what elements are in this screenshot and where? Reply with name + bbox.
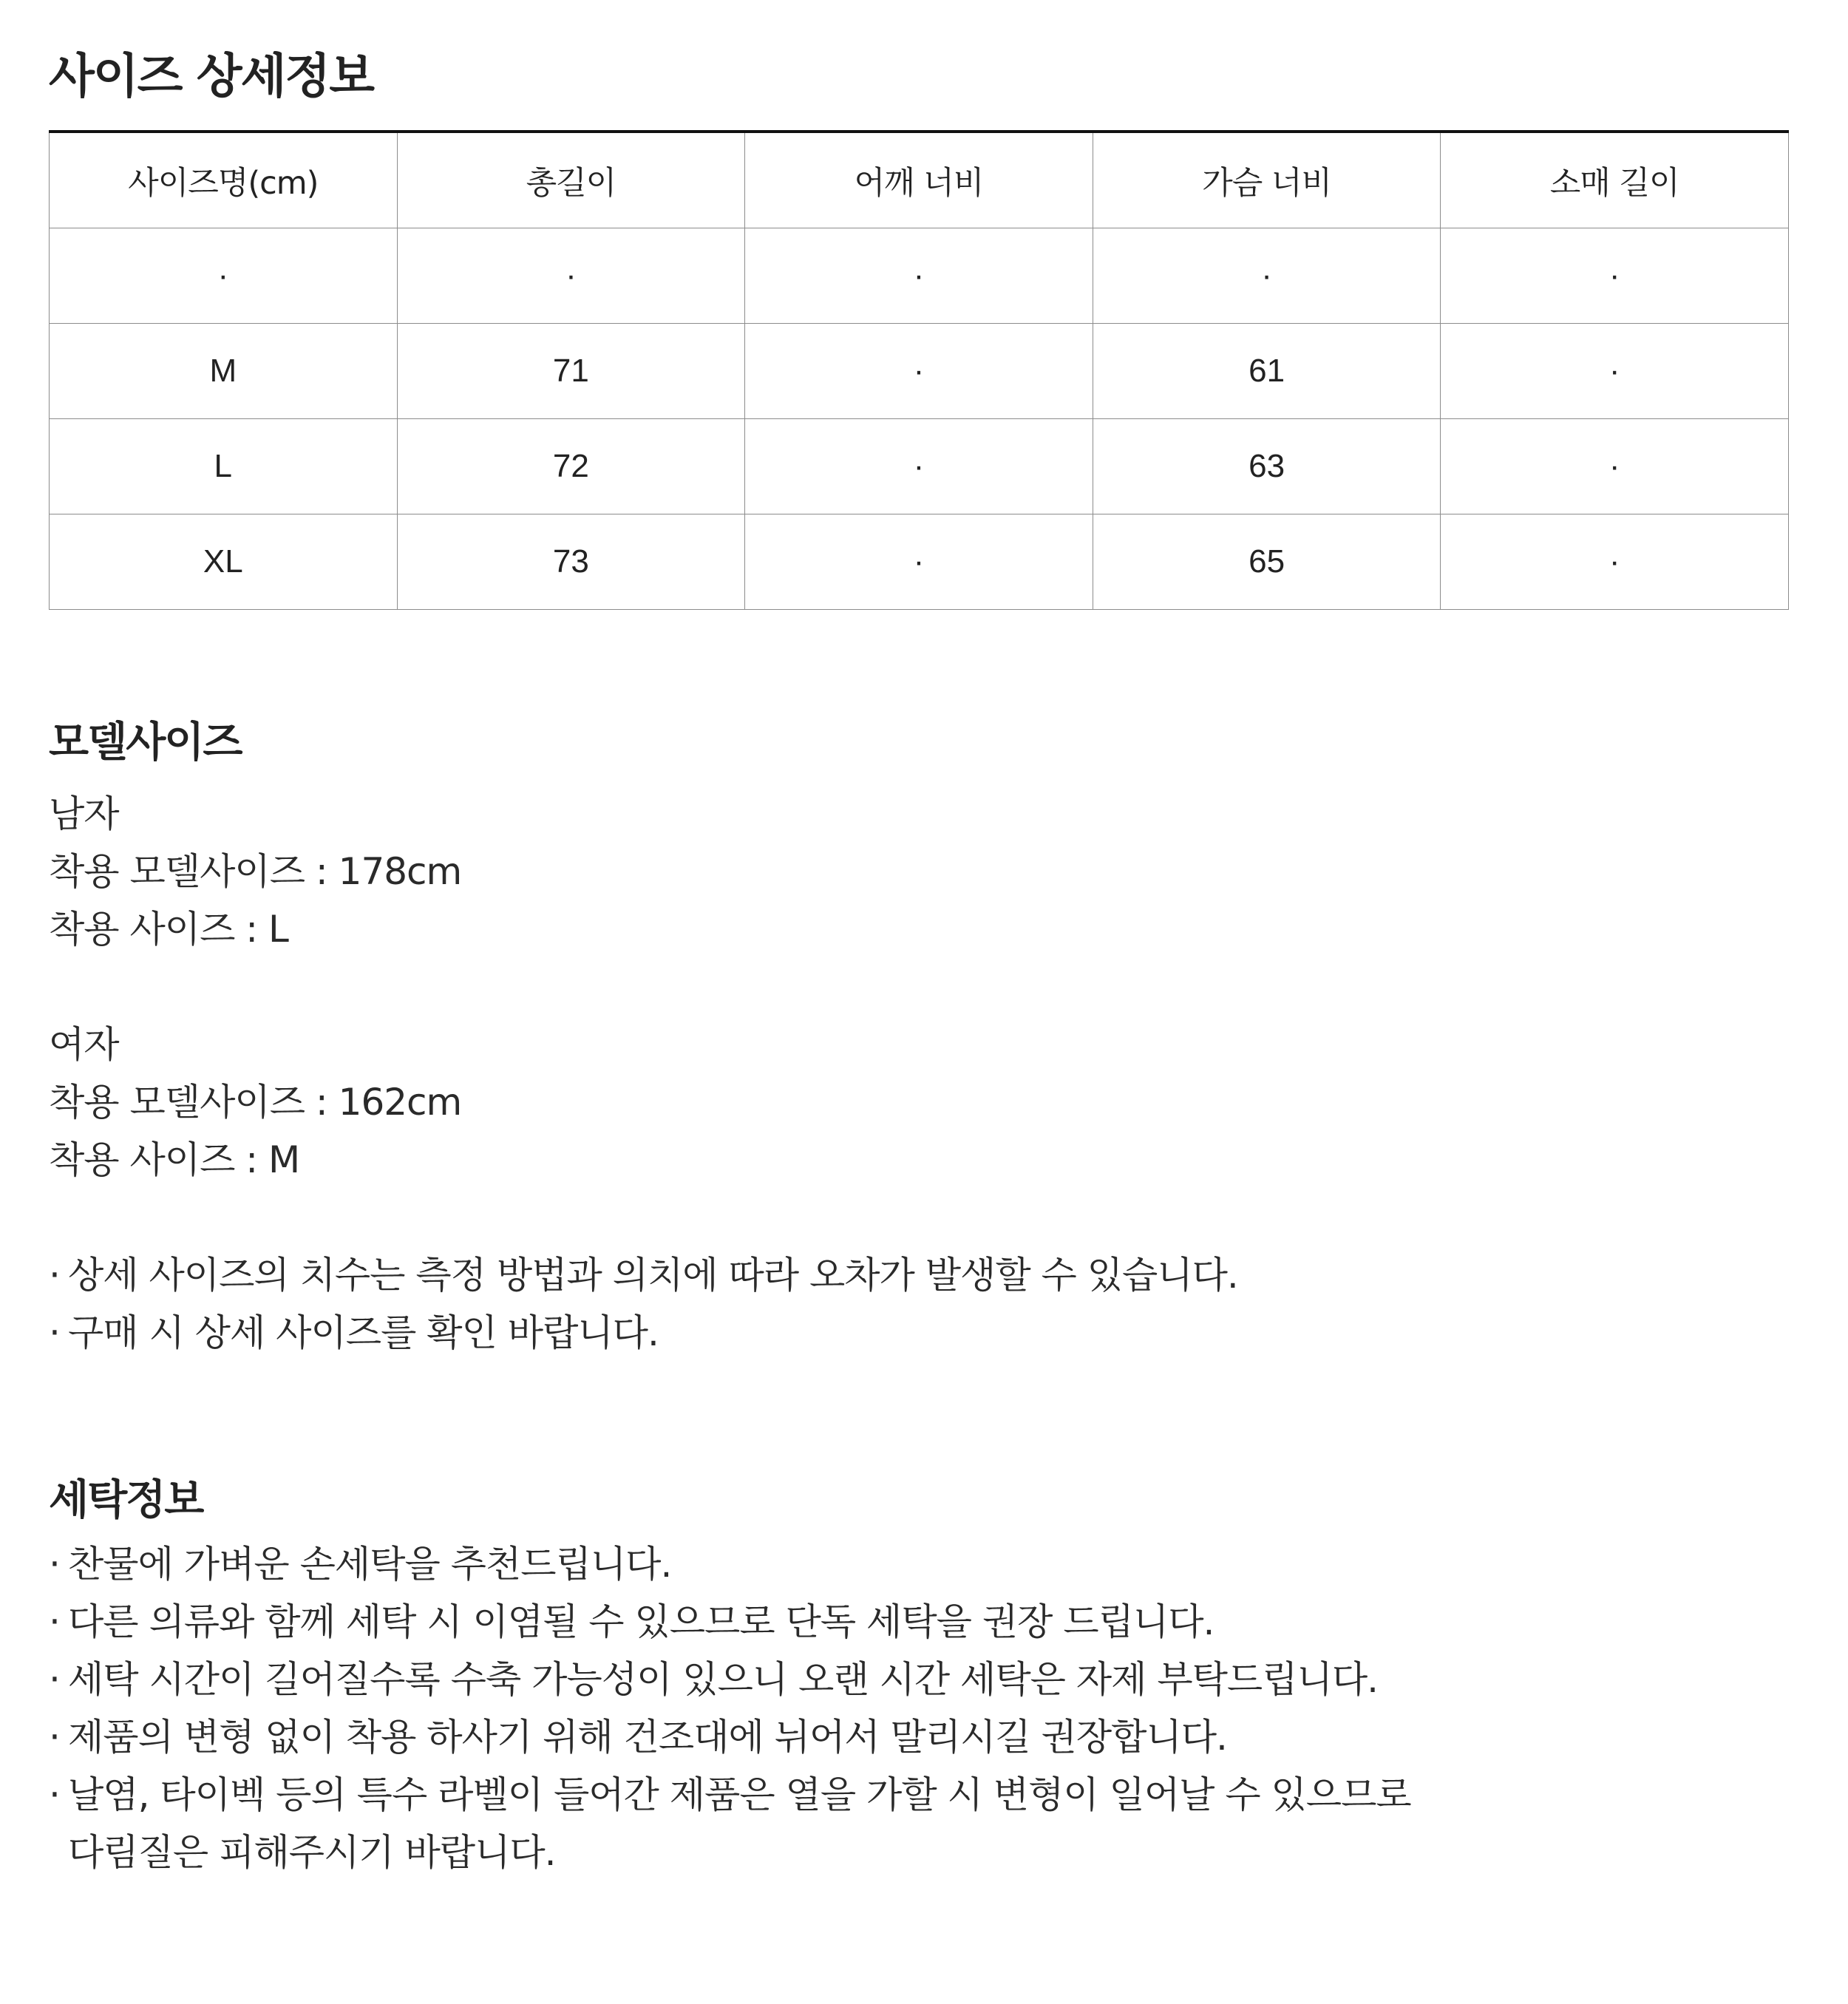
list-item: [49, 1708, 1411, 1766]
table-cell: ·: [745, 324, 1093, 419]
table-cell: ·: [1093, 228, 1441, 324]
wash-item-text: 다른 의류와 함께 세탁 시 이염될 수 있으므로 단독 세탁을 권장 드립니다.: [68, 1600, 1215, 1643]
list-item: [49, 1304, 1238, 1362]
note-text: 상세 사이즈의 치수는 측정 방법과 의치에 따라 오차가 발생할 수 있습니다.: [68, 1254, 1238, 1297]
table-cell: 61: [1093, 324, 1441, 419]
table-row: [50, 514, 1789, 610]
list-item: [49, 1535, 1411, 1593]
bullet-dot: ·: [49, 1254, 60, 1297]
size-notes-list: [49, 1246, 1238, 1362]
bullet-dot: ·: [49, 1658, 60, 1701]
male-model-info: [49, 785, 461, 958]
list-item: [49, 1246, 1238, 1304]
header-chest-width: 가슴 너비: [1093, 132, 1441, 228]
male-worn-size: 착용 사이즈 : L: [49, 908, 288, 951]
table-row: [50, 419, 1789, 514]
table-cell: ·: [50, 228, 398, 324]
male-model-height: 착용 모델사이즈 : 178cm: [49, 850, 462, 893]
header-sleeve-length: 소매 길이: [1441, 132, 1789, 228]
bullet-dot: ·: [49, 1543, 60, 1586]
female-model-height: 착용 모델사이즈 : 162cm: [49, 1081, 462, 1124]
table-cell: XL: [50, 514, 398, 610]
female-model-info: [49, 1016, 461, 1189]
washing-info-title: 세탁정보: [49, 1476, 203, 1524]
wash-item-text: 제품의 변형 없이 착용 하사기 위해 건조대에 뉘어서 말리시길 권장합니다.: [68, 1716, 1227, 1759]
model-size-title: 모델사이즈: [49, 719, 242, 767]
table-cell: ·: [397, 228, 745, 324]
female-worn-size: 착용 사이즈 : M: [49, 1138, 300, 1181]
male-label: 남자: [49, 792, 119, 835]
list-item: [49, 1593, 1411, 1651]
table-cell: ·: [1441, 419, 1789, 514]
bullet-dot: ·: [49, 1773, 60, 1816]
table-cell: M: [50, 324, 398, 419]
bullet-dot: ·: [49, 1716, 60, 1759]
header-shoulder-width: 어깨 너비: [745, 132, 1093, 228]
header-total-length: 총길이: [397, 132, 745, 228]
header-size-name: 사이즈명(cm): [50, 132, 398, 228]
bullet-dot: ·: [49, 1600, 60, 1643]
size-table-header-row: [50, 132, 1789, 228]
wash-item-continuation: 다림질은 피해주시기 바랍니다.: [68, 1831, 556, 1874]
table-cell: L: [50, 419, 398, 514]
table-cell: ·: [745, 514, 1093, 610]
size-table: [49, 130, 1789, 610]
table-cell: 65: [1093, 514, 1441, 610]
wash-item-text: 세탁 시간이 길어질수록 수축 가능성이 있으니 오랜 시간 세탁은 자제 부탁드립니다.: [68, 1658, 1379, 1701]
female-label: 여자: [49, 1023, 119, 1066]
table-cell: 72: [397, 419, 745, 514]
table-cell: 73: [397, 514, 745, 610]
table-row: [50, 228, 1789, 324]
table-cell: ·: [745, 419, 1093, 514]
washing-instructions-list: [49, 1535, 1411, 1881]
list-item: [49, 1651, 1411, 1708]
table-cell: 71: [397, 324, 745, 419]
bullet-dot: ·: [49, 1311, 60, 1354]
table-cell: ·: [1441, 324, 1789, 419]
wash-item-text: 날염, 타이벡 등의 특수 라벨이 들어간 제품은 열을 가할 시 변형이 일어날 수 있으므로: [68, 1773, 1411, 1816]
note-text: 구매 시 상세 사이즈를 확인 바랍니다.: [68, 1311, 659, 1354]
wash-item-text: 찬물에 가벼운 손세탁을 추천드립니다.: [68, 1543, 672, 1586]
table-cell: ·: [745, 228, 1093, 324]
table-cell: 63: [1093, 419, 1441, 514]
table-cell: ·: [1441, 228, 1789, 324]
list-item: [49, 1766, 1411, 1824]
size-detail-title: 사이즈 상세정보: [49, 50, 374, 104]
table-cell: ·: [1441, 514, 1789, 610]
table-row: [50, 324, 1789, 419]
